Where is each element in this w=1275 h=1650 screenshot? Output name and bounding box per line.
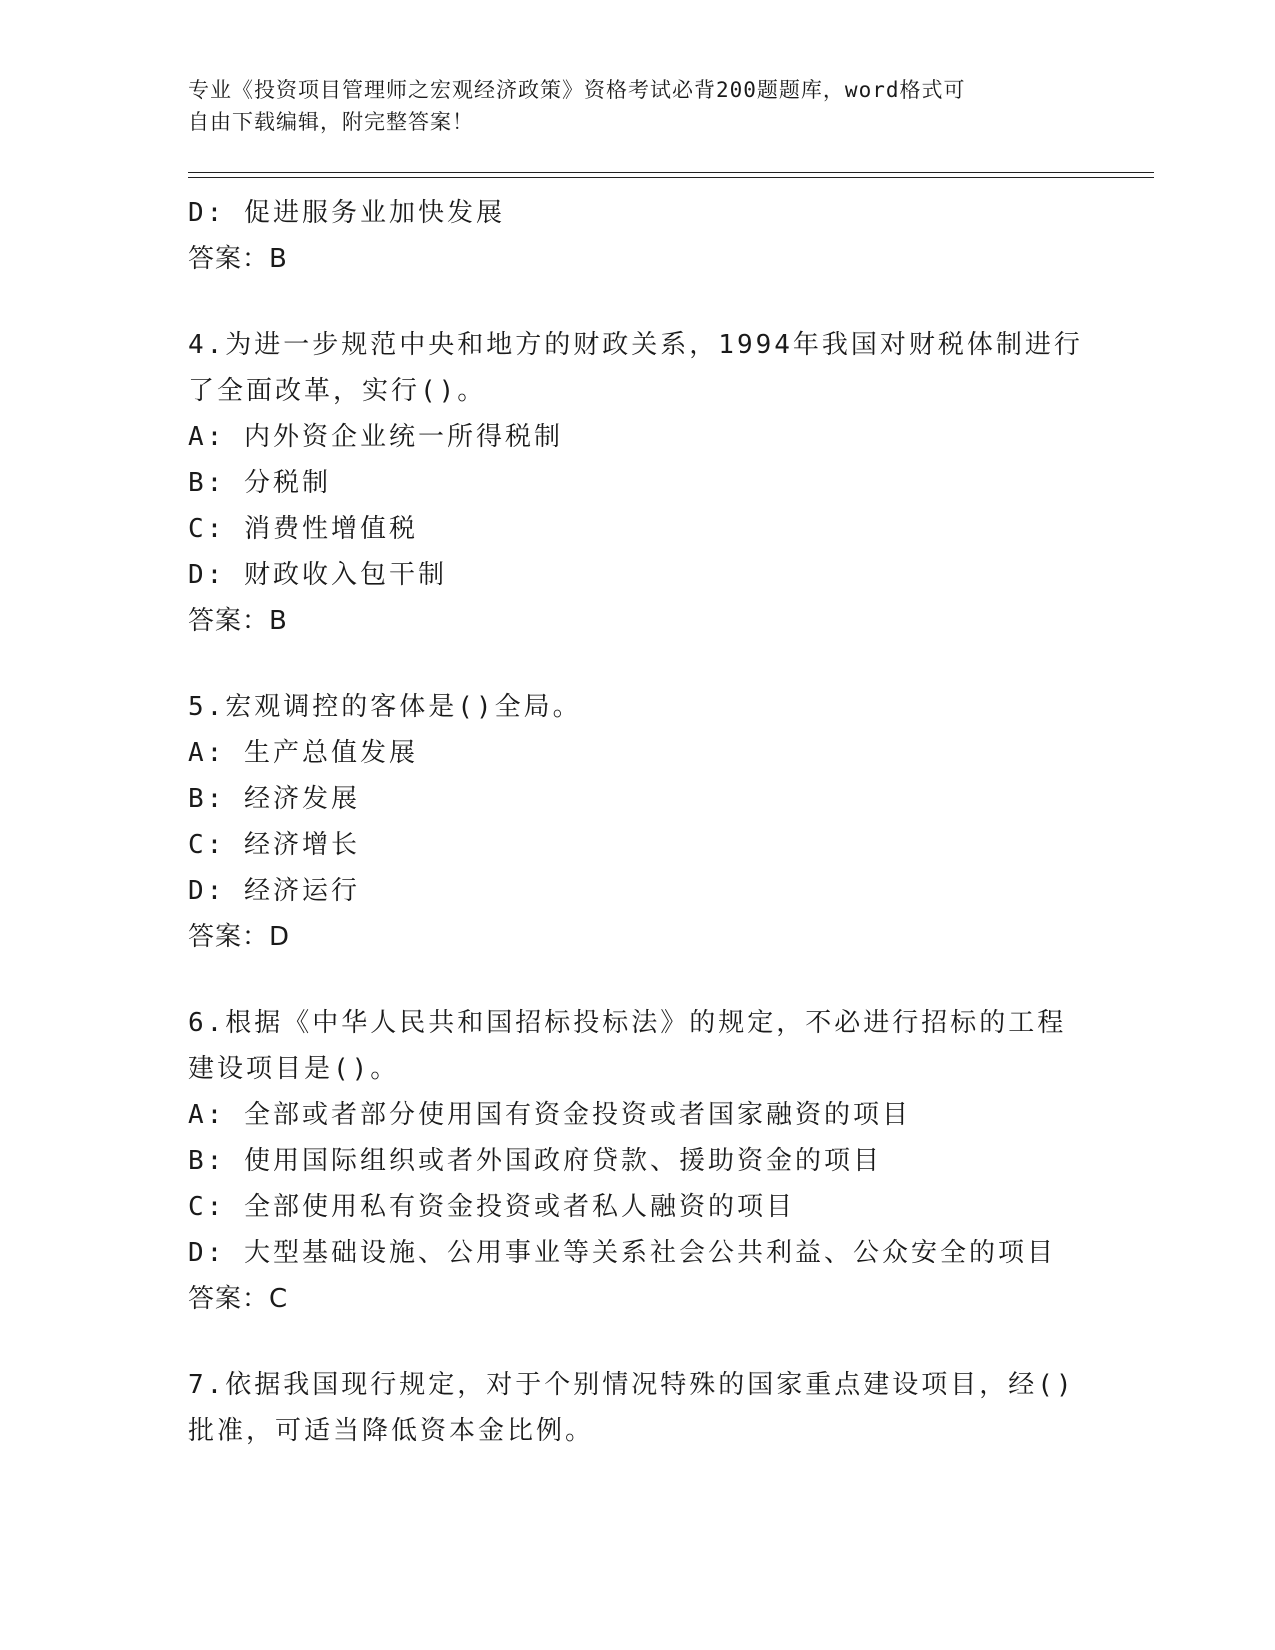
spacer (188, 960, 1088, 1000)
q5-option-d: D: 经济运行 (188, 876, 360, 906)
q6-option-c: C: 全部使用私有资金投资或者私人融资的项目 (188, 1192, 795, 1222)
q5-answer: 答案：D (188, 922, 291, 952)
document-header (188, 74, 1068, 138)
q6-stem-line-1: 6.根据《中华人民共和国招标投标法》的规定，不必进行招标的工程 (188, 1008, 1067, 1038)
question-5 (188, 684, 1088, 960)
q6-option-b: B: 使用国际组织或者外国政府贷款、援助资金的项目 (188, 1146, 882, 1176)
q5-option-a: A: 生产总值发展 (188, 738, 418, 768)
q4-option-b: B: 分税制 (188, 468, 331, 498)
q4-option-a: A: 内外资企业统一所得税制 (188, 422, 563, 452)
q4-stem-line-2: 了全面改革，实行()。 (188, 376, 487, 406)
question-4 (188, 322, 1088, 644)
q4-stem-line-1: 4.为进一步规范中央和地方的财政关系，1994年我国对财税体制进行 (188, 330, 1083, 360)
q5-stem-line-1: 5.宏观调控的客体是()全局。 (188, 692, 582, 722)
spacer (188, 282, 1088, 322)
header-rule-top (188, 172, 1154, 173)
q5-option-c: C: 经济增长 (188, 830, 360, 860)
question-3-tail (188, 190, 1088, 282)
q4-option-c: C: 消费性增值税 (188, 514, 418, 544)
q7-stem-line-2: 批准，可适当降低资本金比例。 (188, 1416, 595, 1446)
q6-option-d: D: 大型基础设施、公用事业等关系社会公共利益、公众安全的项目 (188, 1238, 1056, 1268)
q4-answer: 答案：B (188, 606, 288, 636)
q3-option-d: D: 促进服务业加快发展 (188, 198, 505, 228)
q5-option-b: B: 经济发展 (188, 784, 360, 814)
question-7 (188, 1362, 1088, 1454)
q3-answer: 答案：B (188, 244, 288, 274)
question-list (188, 190, 1088, 1454)
header-line-1: 专业《投资项目管理师之宏观经济政策》资格考试必背200题题库，word格式可 (188, 78, 966, 102)
spacer (188, 1322, 1088, 1362)
q4-option-d: D: 财政收入包干制 (188, 560, 447, 590)
q6-stem-line-2: 建设项目是()。 (188, 1054, 400, 1084)
spacer (188, 644, 1088, 684)
q6-option-a: A: 全部或者部分使用国有资金投资或者国家融资的项目 (188, 1100, 911, 1130)
q6-answer: 答案：C (188, 1284, 289, 1314)
question-6 (188, 1000, 1088, 1322)
q7-stem-line-1: 7.依据我国现行规定，对于个别情况特殊的国家重点建设项目，经() (188, 1370, 1075, 1400)
header-line-2: 自由下载编辑，附完整答案！ (188, 110, 474, 134)
header-rule-bottom (188, 177, 1154, 178)
